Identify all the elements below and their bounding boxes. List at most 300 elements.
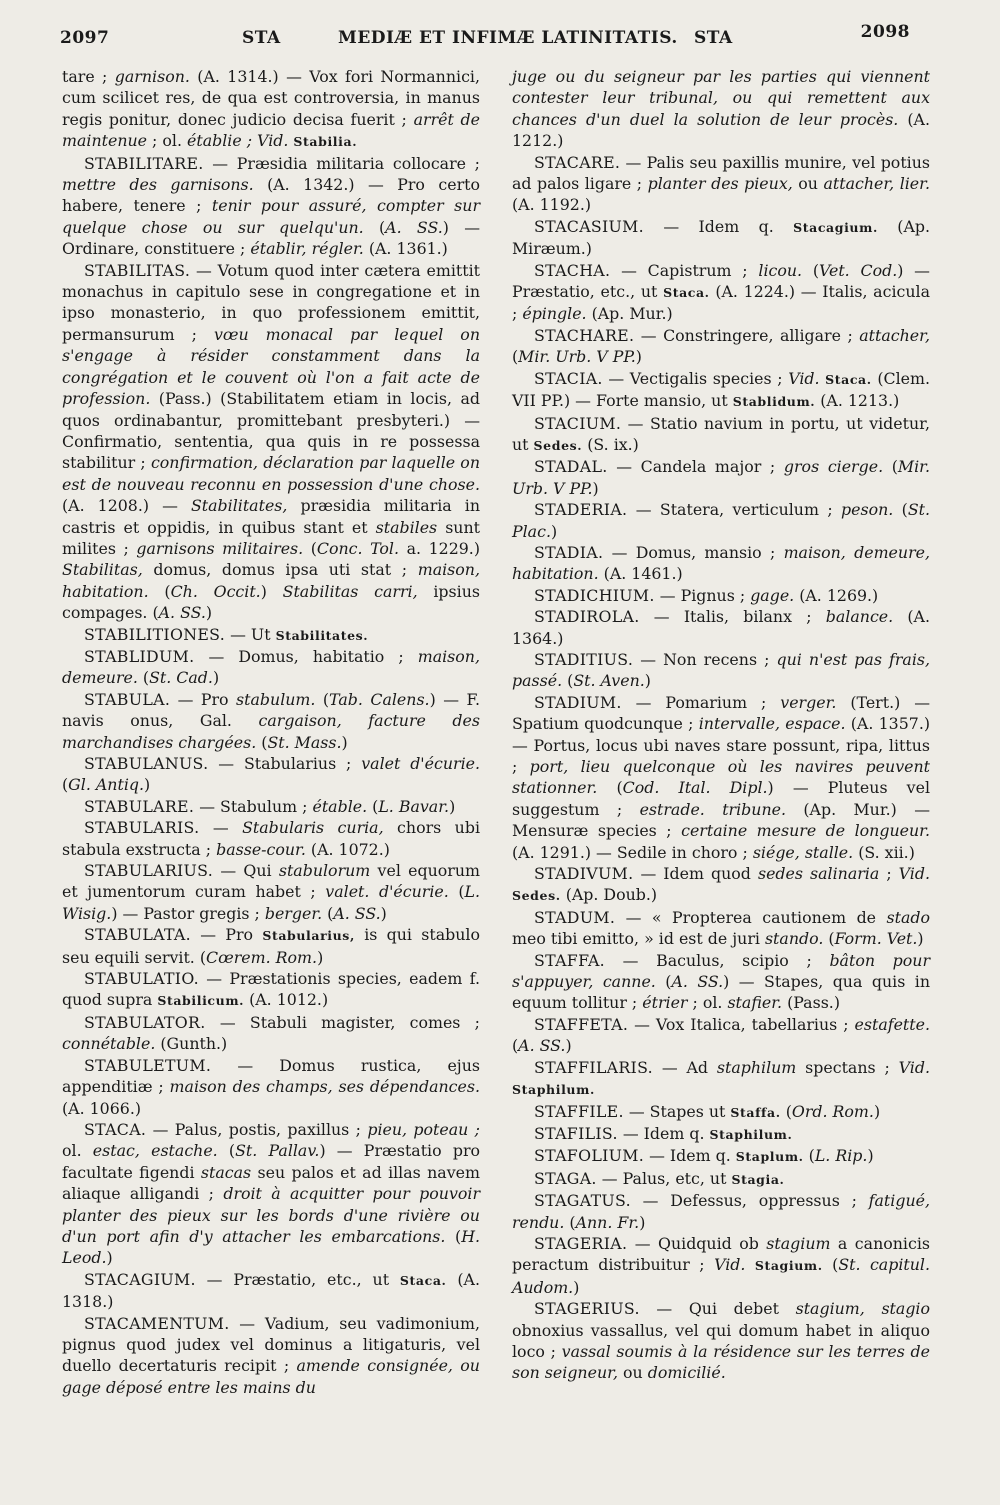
page-number-right: 2098: [860, 22, 910, 42]
entry-text: (: [315, 689, 330, 709]
entry-headword: STADICHIUM.: [534, 585, 655, 605]
entry-headword: STADIA.: [534, 542, 604, 562]
dictionary-entry: [512, 413, 930, 457]
entry-text: L. Bavar.: [378, 796, 450, 816]
entry-text: stacas: [200, 1162, 252, 1182]
dictionary-entry: [62, 817, 480, 860]
entry-text: cargaison, facture des marchandises chargées.: [62, 711, 480, 752]
entry-text: St. Pallav.: [235, 1141, 320, 1161]
entry-headword: STABULANUS.: [84, 754, 209, 773]
entry-text: ): [144, 775, 151, 795]
entry-text: Staca.: [399, 1272, 447, 1288]
entry-headword: STAFILIS.: [534, 1123, 618, 1143]
dictionary-entry: [512, 1145, 930, 1167]
entry-text: — Domus, habitatio ;: [194, 646, 418, 666]
entry-headword: STACA.: [84, 1119, 147, 1139]
entry-text: (S. ix.): [582, 434, 639, 454]
entry-text: Stabilitates,: [190, 496, 288, 516]
entry-text: Cœrem. Rom.: [206, 947, 318, 967]
entry-headword: STACHARE.: [534, 325, 635, 345]
entry-headword: STAGERIUS.: [534, 1299, 640, 1319]
dictionary-entry: [512, 260, 930, 325]
entry-text: staphilum: [716, 1057, 797, 1077]
entry-headword: STACHA.: [534, 260, 611, 280]
entry-text: — Baculus, scipio ;: [604, 950, 830, 970]
entry-text: (: [802, 260, 820, 280]
entry-text: estac, estache.: [92, 1141, 218, 1161]
entry-text: ou: [617, 1363, 648, 1383]
entry-text: Stablidum.: [732, 394, 816, 410]
entry-text: Mir. Urb. V PP.: [512, 457, 930, 498]
entry-headword: STADIUM.: [534, 692, 622, 712]
entry-text: siége, stalle.: [752, 842, 854, 862]
entry-text: maison, demeure.: [62, 646, 480, 688]
entry-text: ) — F. navis onus, Gal.: [62, 689, 480, 731]
dictionary-entry: [512, 499, 930, 542]
entry-text: vel equorum et jumentorum curam habet ;: [62, 861, 480, 902]
entry-text: vassal soumis à la résidence sur les terres de son seigneur,: [512, 1341, 930, 1383]
entry-text: (A. 1192.): [512, 195, 591, 215]
entry-text: Staca.: [663, 285, 710, 301]
entry-text: stabulorum: [278, 861, 371, 881]
entry-text: — Vectigalis species ;: [602, 368, 789, 388]
entry-text: stafier.: [727, 993, 783, 1013]
entry-text: stado: [886, 907, 930, 927]
left-column: [62, 66, 480, 1398]
entry-text: — Votum quod inter cætera emittit monachus in capitulo sese in congregatione et in ipso monasterio, in quo professionem emittit, permansurum ;: [62, 260, 480, 344]
entry-text: (A. 1318.): [62, 1269, 480, 1312]
entry-text: (: [893, 500, 908, 520]
entry-text: balance.: [825, 607, 894, 627]
entry-text: vœu monacal par lequel on s'engage à résider constamment dans la congrégation et le couvent où l'on a fait acte de profession.: [62, 324, 480, 409]
entry-text: fatigué, rendu.: [512, 1191, 930, 1232]
entry-text: — Stapes ut: [623, 1101, 731, 1121]
entry-text: (A. 1066.): [62, 1098, 141, 1118]
entry-headword: STABILITAS.: [84, 260, 191, 280]
entry-text: A. SS.: [333, 903, 381, 923]
entry-text: Stabularis curia,: [242, 818, 384, 838]
entry-text: (Gunth.): [155, 1034, 228, 1054]
entry-headword: STACIUM.: [534, 413, 622, 433]
entry-text: garnison.: [114, 67, 190, 86]
entry-text: chors ubi stabula exstructa ;: [62, 818, 480, 859]
entry-text: (A. 1012.): [244, 990, 329, 1010]
entry-text: [745, 1255, 754, 1274]
dictionary-entry: [62, 860, 480, 924]
entry-text: (A. 1361.): [363, 239, 448, 259]
entry-text: a. 1229.): [399, 538, 480, 558]
entry-text: (A. 1224.) — Italis, acicula ;: [512, 282, 930, 324]
entry-text: L. Rip.: [814, 1146, 868, 1166]
dictionary-entry: [62, 624, 480, 646]
entry-text: Vid.: [788, 368, 820, 388]
entry-text: Stabilicum.: [157, 993, 245, 1009]
dictionary-entry: [62, 153, 480, 260]
dictionary-entry: [512, 325, 930, 368]
entry-text: pieu, poteau ;: [367, 1119, 481, 1139]
entry-text: qui n'est pas frais, passé.: [512, 649, 930, 691]
entry-text: attacher,: [859, 325, 930, 345]
entry-text: St. Plac.: [512, 500, 931, 541]
entry-text: — Pomarium ;: [621, 692, 781, 712]
entry-text: établie ; Vid.: [187, 131, 289, 151]
entry-text: gros cierge.: [783, 457, 884, 477]
entry-text: (Clem. VII PP.) — Forte mansio, ut: [512, 368, 930, 411]
entry-text: mettre des garnisons.: [62, 175, 254, 195]
entry-text: Ch. Occit.: [170, 581, 261, 601]
entry-headword: STAGATUS.: [534, 1191, 631, 1211]
dictionary-entry: [512, 1168, 930, 1190]
entry-text: ;: [879, 864, 899, 884]
entry-text: (: [363, 217, 386, 237]
entry-text: — Defessus, oppressus ;: [630, 1191, 869, 1211]
entry-text: — Idem q.: [617, 1123, 710, 1143]
dictionary-entry: [512, 1057, 930, 1101]
entry-text: — Pignus ;: [654, 585, 751, 605]
entry-headword: STABILITARE.: [84, 153, 204, 173]
entry-headword: STAGERIA.: [534, 1233, 628, 1253]
entry-headword: STABULETUM.: [84, 1055, 212, 1075]
entry-text: (Tert.) — Spatium quodcunque ;: [512, 692, 930, 734]
entry-text: — « Propterea cautionem de: [615, 907, 887, 927]
entry-text: — Præsidia militaria collocare ;: [203, 153, 480, 173]
entry-text: ) — Præstatio, etc., ut: [512, 260, 930, 302]
entry-text: (: [367, 796, 379, 816]
entry-text: Staplum.: [735, 1149, 804, 1165]
entry-text: (A. 1269.): [794, 585, 879, 605]
page-number-left: 2097: [60, 28, 110, 48]
entry-text: meo tibi emitto, » id est de juri: [512, 929, 765, 949]
entry-text: gage.: [750, 585, 795, 605]
entry-text: bâton pour s'appuyer, canne.: [512, 950, 930, 992]
entry-text: ): [573, 1277, 580, 1297]
entry-text: ): [317, 947, 324, 967]
entry-text: Staffa.: [730, 1104, 781, 1120]
entry-text: ): [639, 1212, 646, 1232]
entry-headword: STABULATIO.: [84, 969, 199, 989]
entry-text: stagium: [766, 1233, 831, 1253]
entry-text: Vet. Cod.: [819, 260, 898, 280]
entry-text: (Ap. Mur.): [586, 304, 673, 324]
dictionary-entry: [512, 368, 930, 413]
entry-text: — Pro: [170, 689, 237, 709]
entry-text: ): [867, 1146, 874, 1166]
entry-text: Sedes.: [512, 888, 561, 904]
dictionary-entry: [512, 1298, 930, 1384]
entry-text: (A. 1314.) — Vox fori Normannici, cum scilicet res, de qua est controversia, in manus regis ponitur, donec judicio decisa fuerit ;: [62, 67, 480, 129]
running-header: [60, 22, 910, 58]
entry-text: H. Leod.: [62, 1226, 481, 1268]
entry-headword: STABILITIONES.: [84, 624, 226, 644]
right-column: [512, 66, 930, 1384]
entry-text: basse-cour.: [216, 839, 306, 859]
entry-text: connétable.: [62, 1034, 156, 1054]
entry-text: — Idem q.: [644, 1146, 736, 1166]
entry-text: — Candela major ;: [607, 457, 784, 477]
entry-text: ): [644, 671, 651, 691]
entry-text: ) — Stapes, qua quis in equum tollitur ;: [512, 972, 930, 1013]
entry-headword: STAFFILE.: [534, 1101, 624, 1121]
entry-headword: STABULARIS.: [84, 818, 200, 838]
entry-text: Cod. Ital. Dipl.: [622, 778, 768, 798]
entry-text: valet. d'écurie.: [325, 882, 449, 902]
entry-headword: STAGA.: [534, 1168, 597, 1188]
entry-text: præsidia militaria in castris et oppidis, in quibus stant et: [62, 496, 481, 537]
entry-text: ): [380, 903, 387, 923]
entry-text: sunt milites ;: [62, 517, 481, 558]
dictionary-entry: [512, 950, 930, 1014]
entry-text: — Stabuli magister, comes ;: [205, 1012, 480, 1032]
entry-text: (A. 1291.) — Sedile in choro ;: [512, 842, 753, 862]
entry-text: — Præstationis species, eadem f. quod supra: [62, 969, 480, 1010]
entry-text: — Palus, etc, ut: [596, 1168, 732, 1188]
entry-text: Stagium.: [754, 1258, 823, 1274]
dictionary-entry: [512, 1123, 930, 1145]
entry-text: seu palos et ad illas navem aliaque alligandi ;: [62, 1162, 480, 1204]
entry-headword: STABLIDUM.: [84, 646, 195, 666]
entry-text: (: [448, 882, 465, 902]
entry-text: (A. 1213.): [815, 391, 900, 411]
entry-text: ): [635, 347, 642, 367]
entry-text: ol.: [62, 1141, 93, 1161]
entry-text: (: [597, 778, 623, 798]
entry-headword: STADITIUS.: [534, 649, 634, 669]
entry-headword: STACAMENTUM.: [84, 1313, 230, 1333]
entry-text: ): [873, 1101, 881, 1121]
entry-text: Ann. Fr.: [575, 1212, 640, 1232]
dictionary-entry: [512, 152, 930, 216]
entry-text: (: [445, 1226, 462, 1246]
entry-text: (A. 1072.): [305, 839, 390, 859]
entry-text: licou.: [758, 260, 803, 280]
entry-text: — Vadium, seu vadimonium, pignus quod judex vel dominus a litigaturis, vel duello decertaturis recipit ;: [62, 1313, 480, 1376]
entry-text: — Ad: [652, 1057, 717, 1077]
entry-headword: STACIA.: [534, 368, 603, 388]
entry-text: ; ol.: [147, 131, 188, 151]
entry-text: ): [341, 732, 348, 752]
entry-text: — Idem q.: [643, 216, 794, 236]
entry-text: (: [803, 1146, 815, 1166]
entry-text: (Pass.) (Stabilitatem etiam in locis, ad quos ordinabantur, promittebant presbyteri.) — Confirmatio, sententia, qua quis in re possessa stabilitur ;: [62, 389, 480, 473]
entry-headword: STABULARE.: [84, 796, 195, 816]
entry-text: — Constringere, alligare ;: [634, 325, 860, 345]
entry-text: (: [303, 538, 317, 558]
dictionary-entry: [512, 585, 930, 606]
entry-headword: STADIVUM.: [534, 864, 634, 884]
entry-text: Stabularius,: [262, 928, 355, 944]
entry-text: Vid.: [714, 1255, 746, 1275]
entry-text: Staphilum.: [512, 1082, 595, 1098]
dictionary-entry: [512, 1190, 930, 1233]
entry-text: — Statio navium in portu, ut videtur, ut: [512, 413, 930, 454]
entry-text: — Statera, verticulum ;: [627, 500, 841, 520]
entry-text: (: [883, 457, 898, 477]
entry-text: ) — Ordinare, constituere ;: [62, 217, 480, 259]
entry-text: Conc. Tol.: [316, 538, 400, 558]
entry-text: — Stabularius ;: [208, 754, 362, 773]
entry-text: (: [512, 1036, 519, 1056]
entry-text: (: [322, 903, 334, 923]
dictionary-entry: [62, 646, 480, 689]
entry-text: arrêt de maintenue: [62, 109, 480, 151]
running-head-sta-right: STA: [694, 28, 733, 48]
entry-headword: STABULA.: [84, 689, 171, 709]
entry-text: (A. 1342.) — Pro certo habere, tenere ;: [62, 175, 480, 216]
entry-text: Staphilum.: [709, 1126, 793, 1142]
entry-text: — Palus, postis, paxillus ;: [146, 1119, 368, 1139]
dictionary-entry: [512, 216, 930, 260]
entry-headword: STACASIUM.: [534, 216, 644, 236]
entry-text: — Pro: [190, 925, 263, 945]
entry-text: valet d'écurie.: [361, 754, 480, 773]
entry-text: Stacagium.: [793, 219, 878, 235]
dictionary-entry: [62, 753, 480, 796]
entry-text: Tab. Calens.: [329, 689, 430, 709]
entry-text: A. SS.: [671, 972, 724, 992]
entry-text: —: [199, 818, 243, 838]
entry-text: juge ou du seigneur par les parties qui viennent contester leur tribunal, ou qui remettent aux chances d'un duel la solution de leur procès.: [512, 67, 930, 129]
entry-text: intervalle, espace.: [698, 714, 846, 734]
entry-text: (: [564, 1212, 576, 1232]
entry-text: A. SS.: [385, 217, 443, 237]
entry-text: (S. xii.): [853, 842, 915, 862]
dictionary-entry: [62, 1313, 480, 1399]
entry-text: maison, habitation.: [62, 560, 480, 601]
entry-text: Sedes.: [533, 437, 583, 453]
entry-text: ): [205, 603, 213, 623]
entry-text: établir, régler.: [250, 239, 364, 259]
running-head-sta-left: STA: [242, 28, 281, 48]
entry-text: ): [592, 478, 599, 498]
entry-text: estafette.: [854, 1014, 930, 1034]
entry-text: — Domus rustica, ejus appenditiæ ;: [62, 1055, 480, 1097]
entry-text: amende consignée, ou gage déposé entre les mains du: [62, 1356, 480, 1397]
entry-text: stabulum.: [236, 689, 316, 709]
entry-text: — Capistrum ;: [610, 260, 759, 280]
entry-text: — Stabulum ;: [194, 796, 313, 816]
entry-text: ): [106, 1248, 113, 1268]
entry-text: domus, domus ipsa uti stat ;: [142, 560, 418, 580]
entry-text: (: [655, 972, 672, 992]
dictionary-entry: [62, 260, 480, 624]
entry-headword: STACAGIUM.: [84, 1269, 196, 1289]
dictionary-entry: [62, 924, 480, 968]
entry-headword: STABULATOR.: [84, 1012, 206, 1032]
entry-text: (: [512, 347, 519, 367]
entry-text: tare ;: [62, 67, 115, 86]
dictionary-entry: [512, 542, 930, 585]
entry-text: droit à acquitter pour pouvoir planter des pieux sur les bords d'une rivière ou d'un port afin d'y attacher les embarcations.: [62, 1184, 481, 1246]
entry-headword: STADIROLA.: [534, 607, 640, 627]
entry-text: peson.: [841, 500, 894, 520]
entry-text: port, lieu quelconque où les navires peuvent stationner.: [512, 757, 930, 798]
entry-headword: STADERIA.: [534, 500, 628, 520]
entry-text: — Vox Italica, tabellarius ;: [628, 1014, 855, 1034]
entry-headword: STAFFETA.: [534, 1014, 629, 1034]
entry-text: estrade. tribune.: [639, 799, 786, 819]
entry-text: maison, demeure, habitation.: [512, 542, 930, 584]
entry-text: maison des champs, ses dépendances.: [169, 1077, 480, 1097]
dictionary-entry: [62, 796, 480, 817]
entry-text: Gl. Antiq.: [68, 775, 145, 795]
dictionary-entry: [512, 1101, 930, 1123]
entry-text: (: [148, 581, 171, 601]
entry-text: A. SS.: [158, 603, 206, 623]
entry-text: a canonicis peractum distribuitur ;: [512, 1233, 930, 1275]
dictionary-entry: [512, 456, 930, 499]
entry-text: ou: [792, 174, 824, 194]
entry-text: Stabilitates.: [275, 627, 369, 643]
entry-text: planter des pieux,: [647, 174, 793, 194]
dictionary-entry: [512, 649, 930, 692]
entry-text: attacher, lier.: [823, 174, 930, 194]
entry-text: tenir pour assuré, compter sur quelque chose ou sur quelqu'un.: [62, 196, 480, 237]
dictionary-entry: [62, 1119, 480, 1269]
entry-text: St. Aven.: [573, 671, 645, 691]
entry-text: (: [137, 668, 150, 688]
entry-text: (: [256, 732, 268, 752]
entry-headword: STABULATA.: [84, 925, 191, 945]
entry-text: (: [822, 1255, 839, 1275]
entry-text: Vid.: [898, 1057, 930, 1077]
entry-text: — Non recens ;: [633, 649, 777, 669]
entry-text: L. Wisig.: [62, 882, 480, 923]
entry-text: Ord. Rom.: [791, 1101, 874, 1121]
entry-text: ) — Pastor gregis ;: [111, 903, 265, 923]
running-head-title: MEDIÆ ET INFIMÆ LATINITATIS.: [338, 28, 678, 48]
entry-text: St. Cad.: [149, 668, 213, 688]
entry-text: Stagia.: [731, 1171, 785, 1187]
entry-text: — Præstatio, etc., ut: [195, 1269, 400, 1289]
entry-text: certaine mesure de longueur.: [681, 821, 930, 841]
entry-text: ): [449, 796, 456, 816]
entry-text: Form. Vet.: [834, 929, 918, 949]
entry-text: St. capitul. Audom.: [512, 1255, 930, 1297]
entry-text: — Quidquid ob: [627, 1233, 767, 1253]
dictionary-entry: [512, 66, 930, 152]
entry-text: (Ap. Miræum.): [512, 216, 930, 259]
entry-text: Mir. Urb. V PP.: [518, 347, 636, 367]
entry-text: stagium, stagio: [795, 1299, 930, 1319]
entry-text: (: [823, 929, 835, 949]
entry-text: — Domus, mansio ;: [603, 542, 784, 562]
dictionary-entry: [512, 692, 930, 863]
entry-text: A. SS.: [518, 1036, 566, 1056]
entry-text: (A. 1212.): [512, 109, 930, 151]
dictionary-entry: [62, 66, 480, 153]
entry-headword: STAFOLIUM.: [534, 1146, 645, 1166]
entry-text: (Ap. Mur.) — Mensuræ species ;: [512, 799, 931, 841]
entry-text: (A. 1364.): [512, 607, 930, 648]
entry-text: spectans ;: [796, 1057, 899, 1077]
dictionary-entry: [62, 1269, 480, 1313]
dictionary-entry: [62, 1012, 480, 1055]
entry-text: obnoxius vassallus, vel qui domum habet in aliquo loco ;: [512, 1320, 930, 1361]
entry-text: — Qui debet: [639, 1299, 796, 1319]
entry-headword: STAFFA.: [534, 950, 605, 970]
entry-headword: STADAL.: [534, 457, 608, 477]
entry-text: — Qui: [213, 861, 279, 881]
entry-text: (: [217, 1141, 236, 1161]
entry-text: garnisons militaires.: [136, 538, 304, 558]
entry-text: (A. 1357.) — Portus, locus ubi naves stare possunt, ripa, littus ;: [512, 714, 931, 776]
entry-text: berger.: [264, 903, 323, 923]
entry-text: (Pass.): [782, 993, 840, 1013]
dictionary-entry: [512, 907, 930, 950]
entry-headword: STAFFILARIS.: [534, 1057, 653, 1077]
entry-text: Stabilitas,: [62, 560, 143, 580]
entry-text: (A. 1208.) —: [62, 496, 191, 516]
